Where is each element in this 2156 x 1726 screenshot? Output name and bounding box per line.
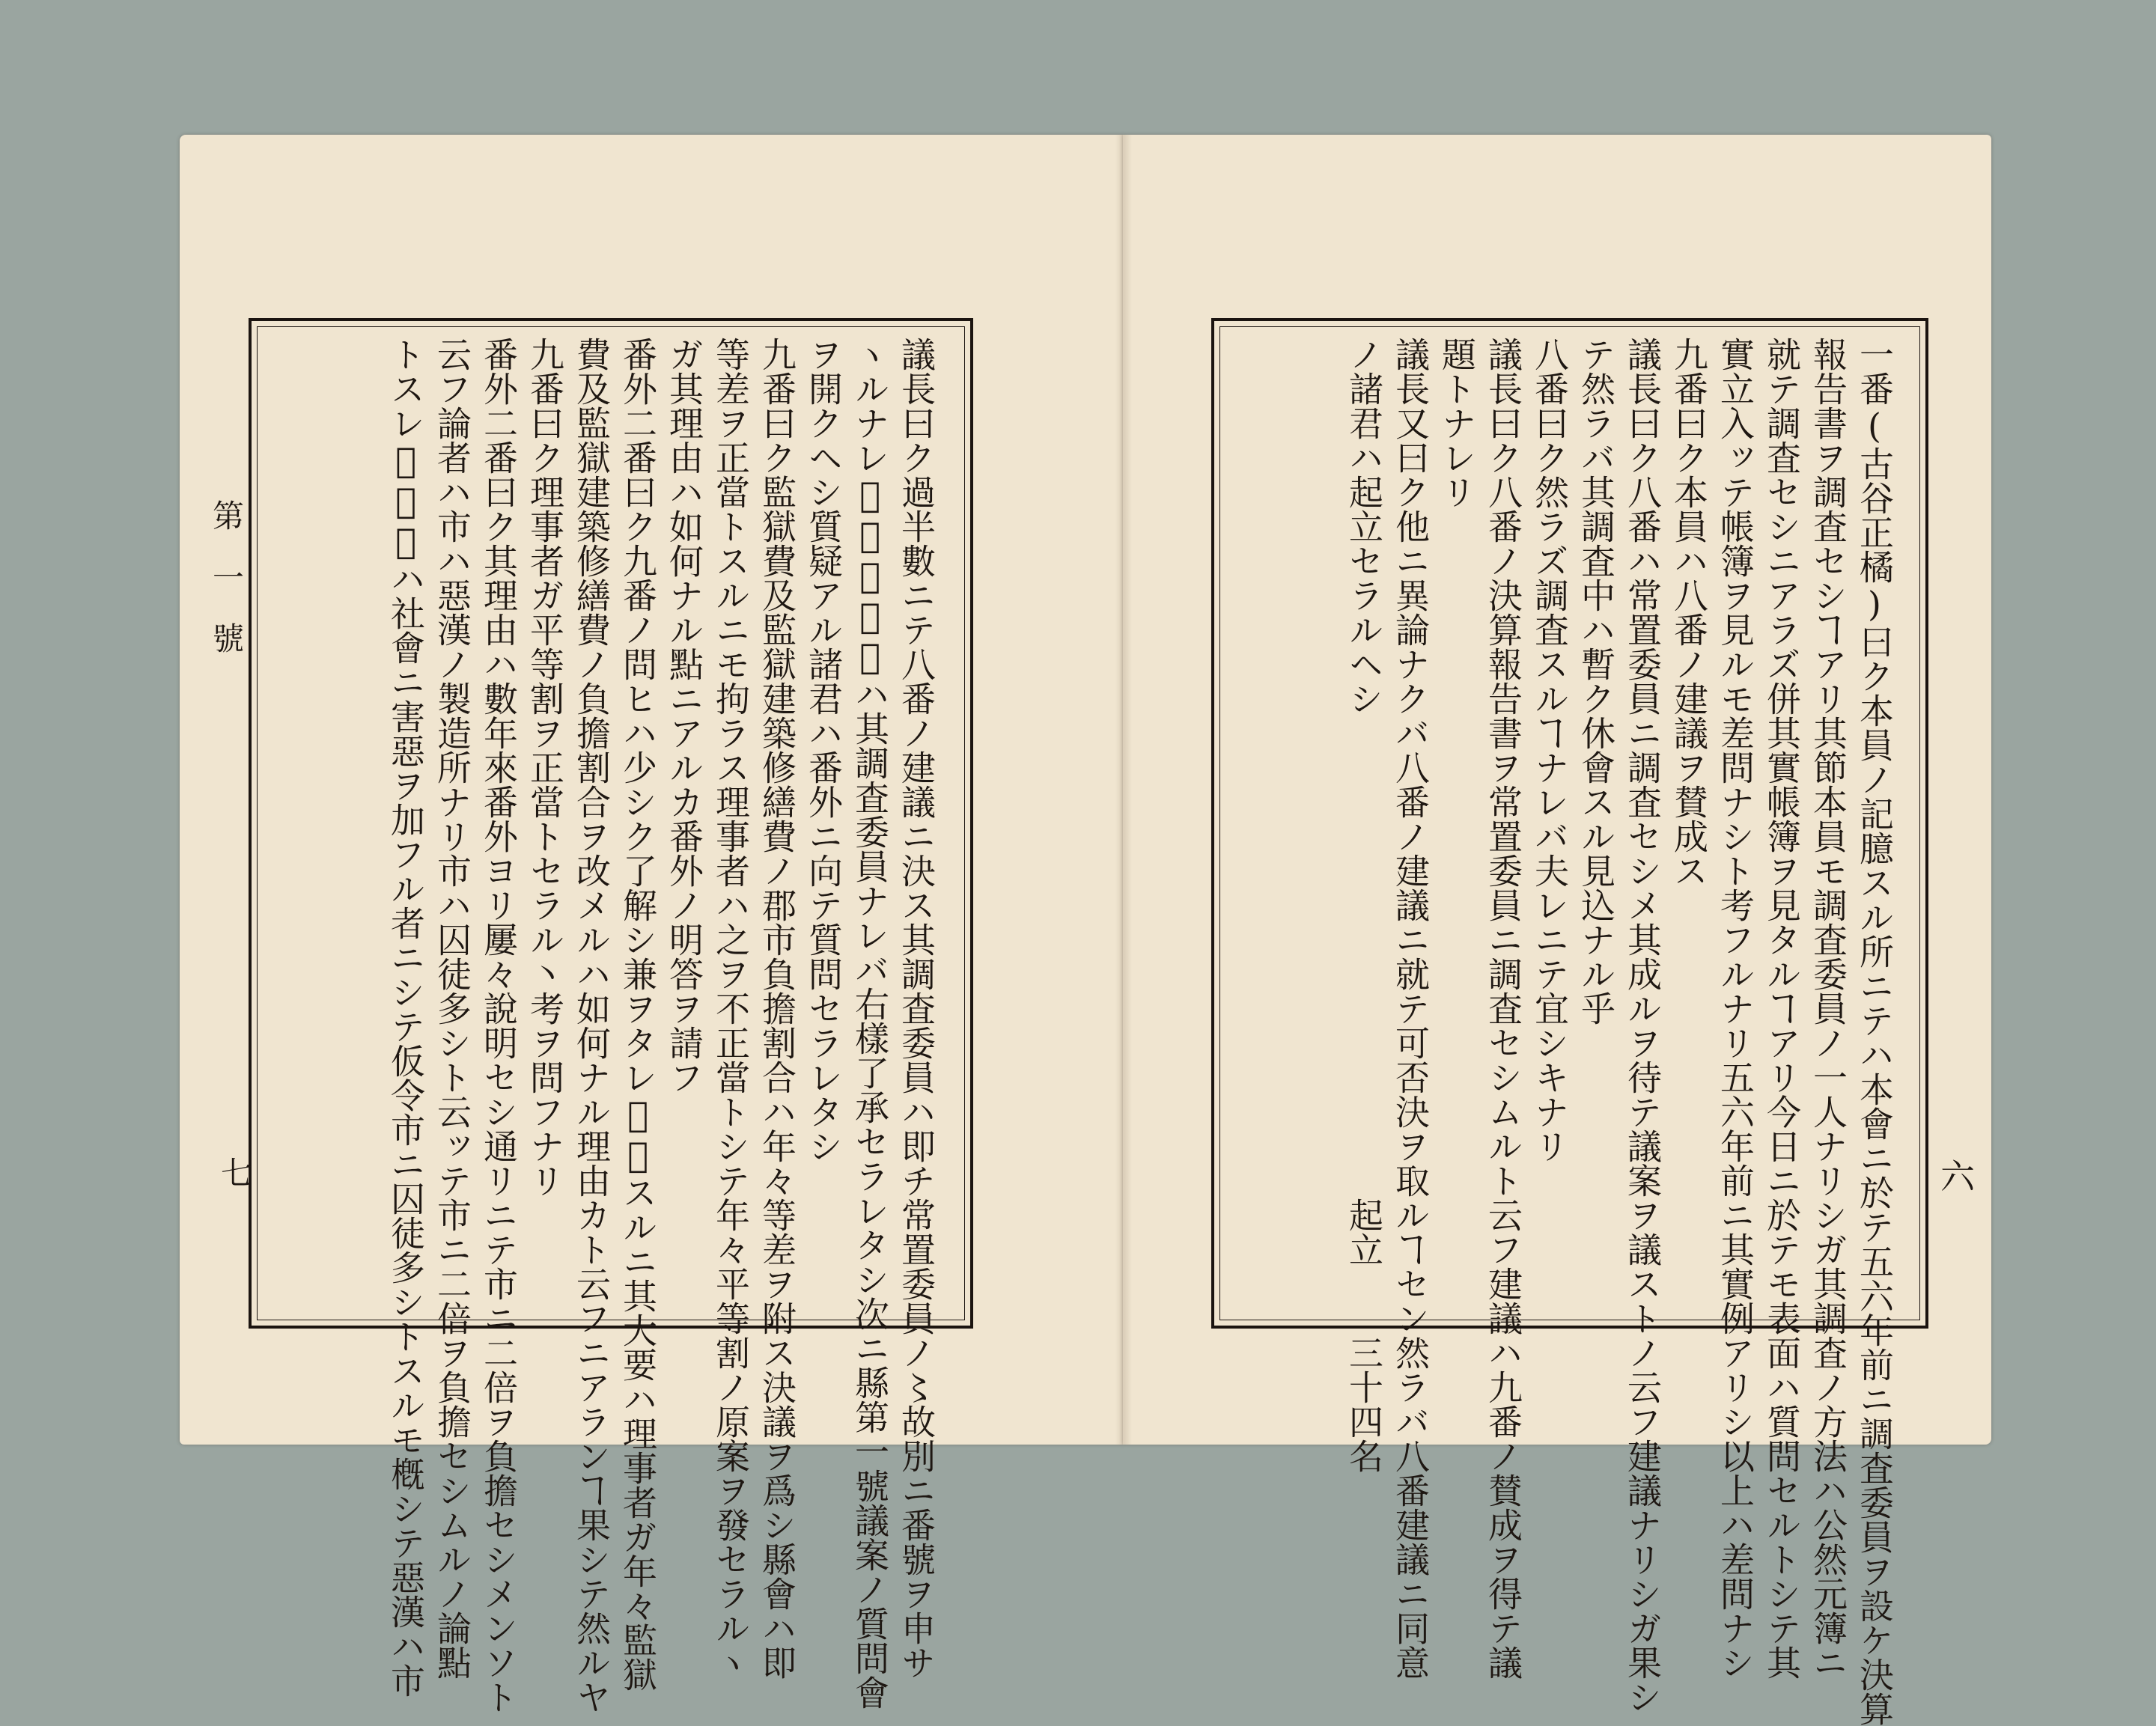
right-body-text [1243,337,1895,1726]
text-column: 報告書ヲ調査セシヿアリ其節本員モ調査委員ノ一人ナリシガ其調査ノ方法ハ公然元簿ニ [1808,337,1848,1680]
text-column: 九番曰ク本員ハ八番ノ建議ヲ賛成ス [1669,337,1709,888]
text-column: ヲ開クヘシ質疑アル諸君ハ番外ニ向テ質問セラレタシ [803,337,844,1163]
issue-title: 第一號 [208,499,245,683]
page-number-left: 七 [221,1155,253,1192]
text-column: テ然ラバ其調査中ハ暫ク休會スル見込ナル乎 [1576,337,1616,1025]
text-column: 八番曰ク然ラズ調査スルヿナレバ夫レニテ宜シキナリ [1529,337,1570,1163]
text-column: 議長又曰ク他ニ異論ナクバ八番ノ建議ニ就テ可否決ヲ取ルヿセン然ラバ八番建議ニ同意 [1390,337,1431,1680]
text-column: 題トナレリ [1437,337,1477,509]
text-column: 費及監獄建築修繕費ノ負擔割合ヲ改メルハ如何ナル理由カト云フニアランヿ果シテ然ルヤ [571,337,612,1714]
text-column: 就テ調査セシニアラズ併其實帳簿ヲ見タルヿアリ今日ニ於テモ表面ハ質問セルトシテ其 [1761,337,1802,1680]
text-column: 九番曰ク理事者ガ平等割ヲ正當トセラル丶考ヲ問フナリ [525,337,565,1198]
page-number-right: 六 [1940,1156,1975,1197]
left-body-text [278,337,937,1714]
text-column: 番外二番曰ク九番ノ問ヒハ少シク了解シ兼ヲタレ𪜈察スルニ其大要ハ理事者ガ年々監獄 [618,337,658,1692]
text-column: ガ其理由ハ如何ナル點ニアルカ番外ノ明答ヲ請フ [664,337,704,1094]
text-column: トスレ𪜈惡漢ハ社會ニ害惡ヲ加フル者ニシテ仮令市ニ囚徒多シトスルモ槪シテ惡漢ハ市 [386,337,426,1698]
text-column: 一番(古谷正橘)曰ク本員ノ記臆スル所ニテハ本會ニ於テ五六年前ニ調査委員ヲ設ケ決算 [1854,337,1895,1726]
text-column: ヽルナレ𪜈常置委員ハ其調査委員ナレバ右樣了承セラレタシ次ニ縣第一號議案ノ質問會 [850,337,890,1710]
text-column: 實立入ッテ帳簿ヲ見ルモ差問ナシト考フルナリ五六年前ニ其實例アリシ以上ハ差問ナシ [1715,337,1755,1680]
text-column: 議長曰ク過半數ニテ八番ノ建議ニ決ス其調査委員ハ即チ常置委員ノ〻故別ニ番號ヲ申サ [896,337,937,1680]
text-column: 議長曰ク八番ノ決算報告書ヲ常置委員ニ調査セシムルト云フ建議ハ九番ノ賛成ヲ得テ議 [1483,337,1523,1680]
text-column: 議長曰ク八番ハ常置委員ニ調査セシメ其成ルヲ待テ議案ヲ議ストノ云フ建議ナリシガ果シ [1622,337,1663,1714]
text-column: 九番曰ク監獄費及監獄建築修繕費ノ郡市負擔割合ハ年々等差ヲ附ス決議ヲ爲シ縣會ハ即 [757,337,797,1680]
binding-gutter [1115,135,1132,1445]
text-column: 等差ヲ正當トスルニモ拘ラス理事者ハ之ヲ不正當トシテ年々平等割ノ原案ヲ發セラルヽ [710,337,751,1680]
text-column: 云フ論者ハ市ハ惡漢ノ製造所ナリ市ハ囚徒多シト云ッテ市ニ二倍ヲ負擔セシムルノ論點 [432,337,472,1680]
text-column: 番外二番曰ク其理由ハ數年來番外ヨリ屢々說明セシ通リニテ市ニ二倍ヲ負擔セシメンソト [478,337,519,1714]
text-column: ノ諸君ハ起立セラルヘシ 起立 三十四名 [1344,337,1384,1473]
